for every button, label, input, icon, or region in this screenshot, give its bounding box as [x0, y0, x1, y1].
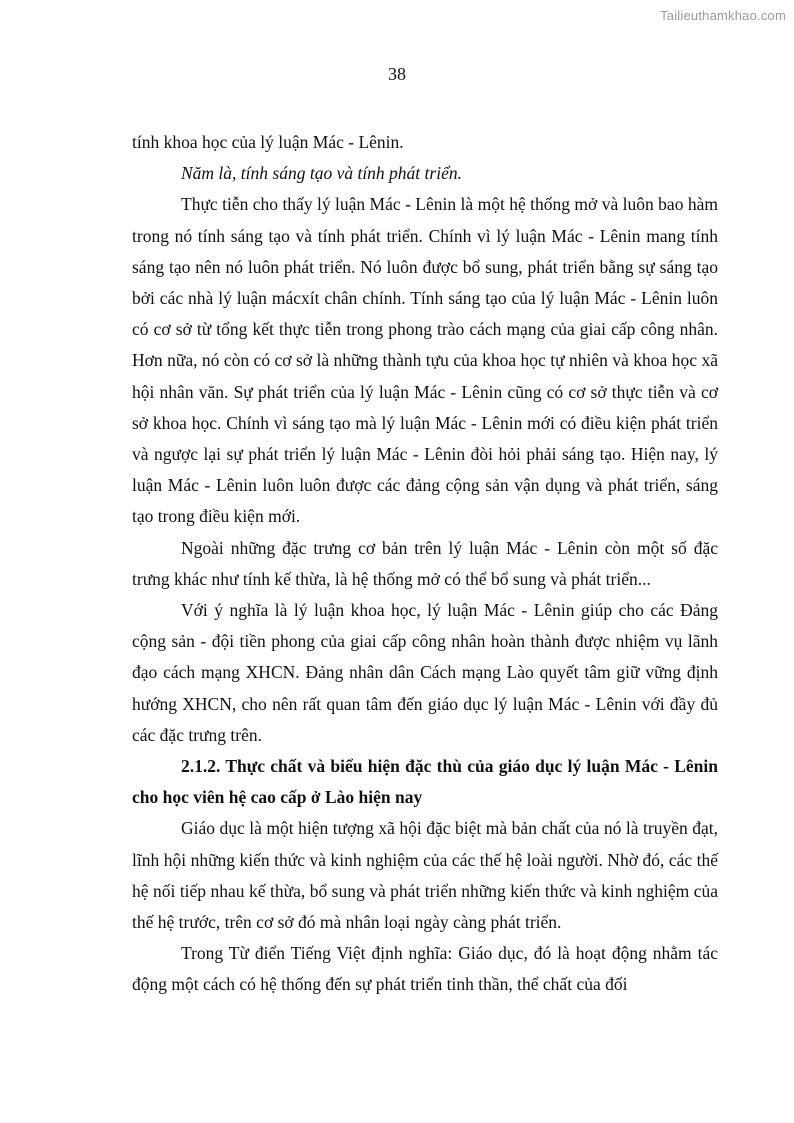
paragraph-other-features: Ngoài những đặc trưng cơ bản trên lý luận Mác - Lênin còn một số đặc trưng khác như tính kế thừa, là hệ thống mở có thể bổ sung và phát triển...: [132, 537, 718, 589]
paragraph-creativity: Thực tiễn cho thấy lý luận Mác - Lênin là một hệ thống mở và luôn bao hàm trong nó tính sáng tạo và tính phát triển. Chính vì lý luận Mác - Lênin mang tính sáng tạo nên nó luôn phát triển. Nó luôn được bổ sung, phát triển bằng sự sáng tạo bởi các nhà lý luận mácxít chân chính. Tính sáng tạo của lý luận Mác - Lênin luôn có cơ sở từ tổng kết thực tiễn trong phong trào cách mạng của giai cấp công nhân. Hơn nữa, nó còn có cơ sở là những thành tựu của khoa học tự nhiên và khoa học xã hội nhân văn. Sự phát triển của lý luận Mác - Lênin cũng có cơ sở thực tiễn và cơ sở khoa học. Chính vì sáng tạo mà lý luận Mác - Lênin mới có điều kiện phát triển và ngược lại sự phát triển lý luận Mác - Lênin đòi hỏi phải sáng tạo. Hiện nay, lý luận Mác - Lênin luôn luôn được các đảng cộng sản vận dụng và phát triển, sáng tạo trong điều kiện mới.: [132, 194, 718, 527]
paragraph-continuation: tính khoa học của lý luận Mác - Lênin.: [132, 132, 404, 152]
section-heading: 2.1.2. Thực chất và biểu hiện đặc thù của giáo dục lý luận Mác - Lênin cho học viên hệ cao cấp ở Lào hiện nay: [132, 756, 718, 808]
watermark-text: Tailieuthamkhao.com: [660, 8, 786, 23]
paragraph-education-nature: Giáo dục là một hiện tượng xã hội đặc biệt mà bản chất của nó là truyền đạt, lĩnh hội những kiến thức và kinh nghiệm của các thế hệ loài người. Nhờ đó, các thế hệ nối tiếp nhau kế thừa, bổ sung và phát triển những kiến thức và kinh nghiệm của thế hệ trước, trên cơ sở đó mà nhân loại ngày càng phát triển.: [132, 818, 718, 933]
document-body: [132, 127, 718, 1001]
paragraph-dictionary-definition: Trong Từ điển Tiếng Việt định nghĩa: Giáo dục, đó là hoạt động nhằm tác động một cách có hệ thống đến sự phát triển tinh thần, thể chất của đối: [132, 943, 718, 995]
page-number: 38: [388, 64, 406, 84]
paragraph-significance: Với ý nghĩa là lý luận khoa học, lý luận Mác - Lênin giúp cho các Đảng cộng sản - đội tiền phong của giai cấp công nhân hoàn thành được nhiệm vụ lãnh đạo cách mạng XHCN. Đảng nhân dân Cách mạng Lào quyết tâm giữ vững định hướng XHCN, cho nên rất quan tâm đến giáo dục lý luận Mác - Lênin với đầy đủ các đặc trưng trên.: [132, 600, 718, 745]
paragraph-fifth-point: Năm là, tính sáng tạo và tính phát triển.: [181, 163, 462, 184]
